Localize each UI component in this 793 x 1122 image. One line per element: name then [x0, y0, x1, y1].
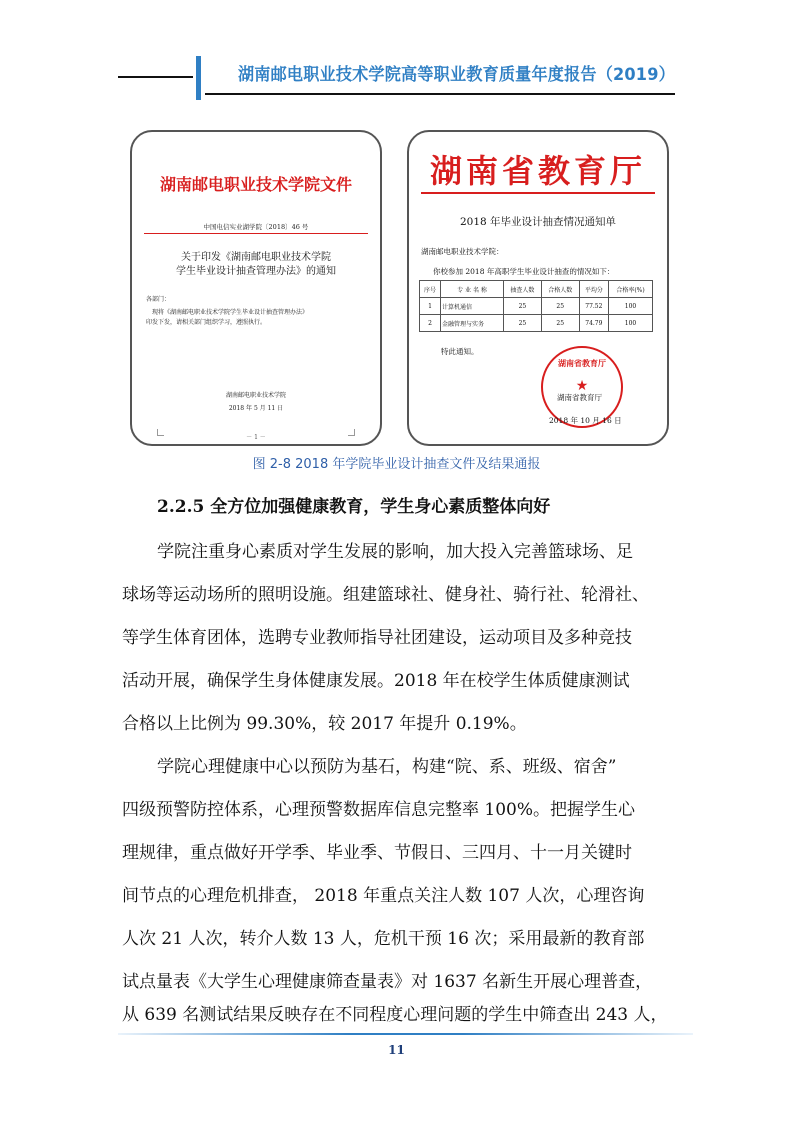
- doc2-date: 2018 年 10 月 16 日: [549, 416, 622, 425]
- paragraph2-line: 理规律，重点做好开学季、毕业季、节假日、三四月、十一月关键时: [122, 843, 632, 863]
- doc1-page: － 1 －: [246, 434, 266, 441]
- doc1-title: 湖南邮电职业技术学院文件: [159, 175, 352, 194]
- paragraph2-line: 间节点的心理危机排查， 2018 年重点关注人数 107 人次，心理咨询: [122, 886, 645, 906]
- table-row: [420, 315, 653, 332]
- figure-caption: 图 2-8 2018 年学院毕业设计抽查文件及结果通报: [252, 457, 541, 472]
- seal-text: 湖南省教育厅: [558, 358, 606, 368]
- table-cell: 25: [541, 298, 579, 315]
- doc2-closing: 特此通知。: [441, 347, 479, 356]
- paragraph2-line: 四级预警防控体系，心理预警数据库信息完整率 100%。把握学生心: [122, 800, 636, 820]
- paragraph1-line: 合格以上比例为 99.30%，较 2017 年提升 0.19%。: [122, 714, 527, 734]
- table-cell: 100: [609, 315, 653, 332]
- document-image-school-notice: [130, 130, 382, 446]
- paragraph1-line: 学院注重身心素质对学生发展的影响，加大投入完善篮球场、足: [157, 542, 633, 562]
- table-cell: 25: [504, 298, 542, 315]
- doc2-sign: 湖南省教育厅: [557, 393, 602, 402]
- doc2-intro: 你校参加 2018 年高职学生毕业设计抽查的情况如下：: [433, 267, 615, 276]
- doc2-title: 湖南省教育厅: [429, 152, 646, 190]
- doc2-red-rule: [421, 192, 655, 194]
- table-header-cell: 平均分: [579, 281, 608, 298]
- table-cell: 计算机通信: [441, 298, 504, 315]
- paragraph2-line: 从 639 名测试结果反映存在不同程度心理问题的学生中筛查出 243 人，: [122, 1005, 668, 1025]
- doc1-date: 2018 年 5 月 11 日: [228, 405, 284, 412]
- doc1-red-rule: [144, 233, 368, 234]
- table-cell: 2: [420, 315, 441, 332]
- table-cell: 25: [504, 315, 542, 332]
- doc1-sign: 湖南邮电职业技术学院: [225, 392, 286, 399]
- table-cell: 74.79: [579, 315, 608, 332]
- doc1-subject-line2: 学生毕业设计抽查管理办法》的通知: [176, 266, 336, 277]
- table-cell: 1: [420, 298, 441, 315]
- table-header-cell: 合格人数: [541, 281, 579, 298]
- doc2-to: 湖南邮电职业技术学院：: [421, 247, 504, 256]
- header-accent-bar: [196, 56, 201, 100]
- page-number: 11: [388, 1043, 405, 1057]
- footer-rule: [118, 1033, 693, 1035]
- table-cell: 77.52: [579, 298, 608, 315]
- doc1-number: 中国电信实业湖学院〔2018〕46 号: [203, 223, 309, 231]
- doc1-body-line2: 印发下发，请相关部门组织学习，遵照执行。: [146, 319, 267, 326]
- paragraph2-line: 学院心理健康中心以预防为基石，构建“院、系、班级、宿舍”: [157, 757, 617, 777]
- table-header-cell: 抽查人数: [504, 281, 542, 298]
- paragraph2-line: 人次 21 人次，转介人数 13 人，危机干预 16 次；采用最新的教育部: [122, 929, 645, 949]
- document-image-education-dept-notice: [407, 130, 669, 446]
- header-rule-right: [205, 93, 675, 95]
- table-header-cell: 专 业 名 称: [441, 281, 504, 298]
- seal-star-icon: ★: [575, 378, 589, 394]
- doc2-subtitle: 2018 年毕业设计抽查情况通知单: [459, 216, 617, 228]
- table-cell: 100: [609, 298, 653, 315]
- table-cell: 金融管理与实务: [441, 315, 504, 332]
- table-row: [420, 298, 653, 315]
- section-title: 2.2.5 全方位加强健康教育，学生身心素质整体向好: [157, 497, 551, 517]
- table-header-cell: 序号: [420, 281, 441, 298]
- paragraph1-line: 球场等运动场所的照明设施。组建篮球社、健身社、骑行社、轮滑社、: [122, 585, 649, 605]
- table-header-row: [420, 281, 653, 298]
- doc1-body-line1: 现将《湖南邮电职业技术学院学生毕业设计抽查管理办法》: [152, 309, 309, 316]
- header-title: 湖南邮电职业技术学院高等职业教育质量年度报告（2019）: [238, 65, 675, 85]
- paragraph1-line: 等学生体育团体，选聘专业教师指导社团建设，运动项目及多种竞技: [122, 628, 632, 648]
- doc1-to: 各部门：: [146, 296, 171, 303]
- paragraph1-line: 活动开展，确保学生身体健康发展。2018 年在校学生体质健康测试: [122, 671, 630, 691]
- paragraph2-line: 试点量表《大学生心理健康筛查量表》对 1637 名新生开展心理普查，: [122, 972, 653, 992]
- header-rule-left: [118, 76, 193, 78]
- doc2-result-table: [419, 280, 653, 332]
- table-cell: 25: [541, 315, 579, 332]
- doc1-subject-line1: 关于印发《湖南邮电职业技术学院: [181, 252, 331, 263]
- table-header-cell: 合格率(%): [609, 281, 653, 298]
